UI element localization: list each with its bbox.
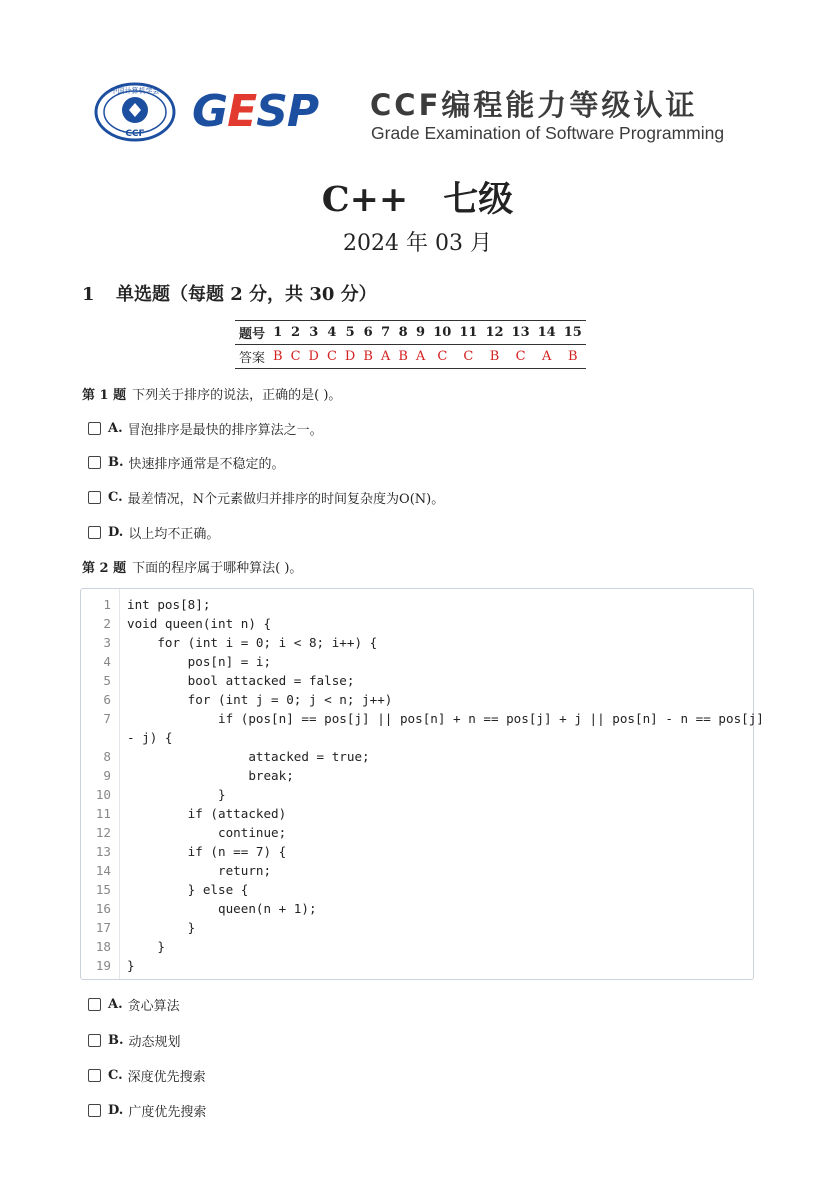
answer-cell: D	[305, 345, 323, 369]
question-number-cell: 14	[534, 321, 560, 345]
answer-cell: A	[534, 345, 560, 369]
answer-cell: D	[341, 345, 359, 369]
code-text: for (int i = 0; i < 8; i++) {	[127, 635, 378, 650]
checkbox-icon[interactable]	[88, 422, 101, 435]
option-text: 以上均不正确。	[128, 527, 220, 542]
line-number: 14	[95, 863, 111, 878]
org-name-en: Grade Examination of Software Programming	[371, 123, 725, 143]
line-number: 3	[103, 635, 111, 650]
section-number: 1	[82, 284, 95, 305]
line-number: 1	[103, 597, 111, 612]
exam-title: C++ 七级	[321, 179, 514, 220]
option-b[interactable]	[88, 453, 285, 472]
question-number-cell: 7	[377, 321, 394, 345]
answer-cell: A	[377, 345, 394, 369]
answer-cell: B	[269, 345, 287, 369]
question-number-cell: 5	[341, 321, 359, 345]
option-d[interactable]	[88, 523, 219, 542]
question-number-cell: 10	[429, 321, 455, 345]
answer-cell: B	[394, 345, 412, 369]
line-number: 4	[103, 654, 111, 669]
code-text: return;	[127, 863, 272, 878]
question-number-cell: 12	[481, 321, 507, 345]
section-heading	[82, 280, 377, 306]
answer-cell: C	[455, 345, 481, 369]
line-number: 12	[95, 825, 111, 840]
line-number: 16	[95, 901, 111, 916]
question-number-cell: 15	[560, 321, 586, 345]
option-key: C.	[108, 1068, 123, 1083]
code-text: continue;	[127, 825, 287, 840]
option-c[interactable]	[88, 1066, 206, 1085]
checkbox-icon[interactable]	[88, 456, 101, 469]
question-number-cell: 8	[394, 321, 412, 345]
answer-cell: C	[287, 345, 305, 369]
code-text: break;	[127, 768, 294, 783]
question-number-cell: 3	[305, 321, 323, 345]
exam-date: 2024 年 03 月	[343, 231, 492, 256]
checkbox-icon[interactable]	[88, 526, 101, 539]
code-text: if (pos[n] == pos[j] || pos[n] + n == pos[j] + j || pos[n] - n == pos[j]	[127, 711, 764, 726]
option-key: B.	[108, 455, 124, 470]
ccf-seal-icon	[94, 82, 176, 142]
line-number: 10	[95, 787, 111, 802]
code-text: for (int j = 0; j < n; j++)	[127, 692, 393, 707]
checkbox-icon[interactable]	[88, 1069, 101, 1082]
answer-cell: C	[429, 345, 455, 369]
answer-cell: B	[560, 345, 586, 369]
code-text: } else {	[127, 882, 249, 897]
question-text: 下面的程序属于哪种算法( )。	[132, 561, 303, 576]
question-number-cell: 6	[359, 321, 377, 345]
line-number: 5	[103, 673, 111, 688]
option-b[interactable]	[88, 1031, 181, 1050]
question-number-cell: 1	[269, 321, 287, 345]
question-number-cell: 11	[455, 321, 481, 345]
code-text: queen(n + 1);	[127, 901, 317, 916]
question-number-cell: 2	[287, 321, 305, 345]
option-key: A.	[108, 997, 123, 1012]
line-number: 19	[95, 958, 111, 973]
option-text: 动态规划	[128, 1035, 181, 1050]
line-number: 15	[95, 882, 111, 897]
line-number: 6	[103, 692, 111, 707]
exam-header	[94, 78, 754, 146]
section-title: 单选题（每题 2 分，共 30 分）	[116, 284, 377, 305]
option-a[interactable]	[88, 419, 323, 438]
gesp-logo: GESP	[192, 86, 319, 137]
answer-cell: C	[323, 345, 341, 369]
question-text: 下列关于排序的说法，正确的是( )。	[132, 388, 342, 403]
seal-text: 中国计算机学会	[110, 87, 160, 95]
code-text: - j) {	[127, 730, 173, 745]
answer-cell: B	[359, 345, 377, 369]
line-number: 17	[95, 920, 111, 935]
checkbox-icon[interactable]	[88, 998, 101, 1011]
option-text: 贪心算法	[127, 999, 180, 1014]
code-text: void queen(int n) {	[127, 616, 272, 631]
code-text: if (attacked)	[127, 806, 287, 821]
option-key: D.	[108, 1103, 124, 1118]
option-text: 广度优先搜索	[128, 1105, 207, 1120]
org-name-cn: CCF编程能力等级认证	[370, 88, 698, 122]
checkbox-icon[interactable]	[88, 1034, 101, 1047]
option-a[interactable]	[88, 995, 180, 1014]
code-text: }	[127, 939, 165, 954]
code-text: }	[127, 920, 196, 935]
question-number-cell: 4	[323, 321, 341, 345]
option-key: A.	[108, 421, 123, 436]
line-number: 18	[95, 939, 111, 954]
option-text: 最差情况，N个元素做归并排序的时间复杂度为O(N)。	[127, 492, 445, 507]
code-block	[80, 588, 764, 980]
answer-label: 答案	[235, 345, 269, 369]
option-key: B.	[108, 1033, 124, 1048]
checkbox-icon[interactable]	[88, 1104, 101, 1117]
code-text: if (n == 7) {	[127, 844, 287, 859]
code-text: bool attacked = false;	[127, 673, 355, 688]
answer-cell: B	[481, 345, 507, 369]
code-text: attacked = true;	[127, 749, 370, 764]
option-key: D.	[108, 525, 124, 540]
line-number: 13	[95, 844, 111, 859]
answer-cell: C	[508, 345, 534, 369]
option-text: 冒泡排序是最快的排序算法之一。	[127, 423, 323, 438]
code-text: int pos[8];	[127, 597, 211, 612]
question-number-cell: 13	[508, 321, 534, 345]
answer-table-header-row	[235, 321, 586, 345]
line-number: 9	[103, 768, 111, 783]
code-text: pos[n] = i;	[127, 654, 272, 669]
line-number: 8	[103, 749, 111, 764]
question-1	[82, 384, 341, 403]
answer-cell: A	[412, 345, 429, 369]
answer-table	[235, 320, 586, 369]
option-text: 快速排序通常是不稳定的。	[128, 457, 285, 472]
option-c[interactable]	[88, 488, 444, 507]
line-number: 11	[95, 806, 111, 821]
line-number: 7	[103, 711, 111, 726]
option-text: 深度优先搜索	[127, 1070, 206, 1085]
question-label: 第 2 题	[82, 561, 127, 576]
answer-table-answer-row	[235, 345, 586, 369]
question-number-cell: 9	[412, 321, 429, 345]
line-number: 2	[103, 616, 111, 631]
question-label: 第 1 题	[82, 388, 127, 403]
code-text: }	[127, 787, 226, 802]
code-text: }	[127, 958, 135, 973]
option-key: C.	[108, 490, 123, 505]
option-d[interactable]	[88, 1101, 206, 1120]
question-2	[82, 557, 302, 576]
checkbox-icon[interactable]	[88, 491, 101, 504]
seal-sub-text: CCF	[125, 129, 145, 139]
header-label: 题号	[235, 321, 269, 345]
